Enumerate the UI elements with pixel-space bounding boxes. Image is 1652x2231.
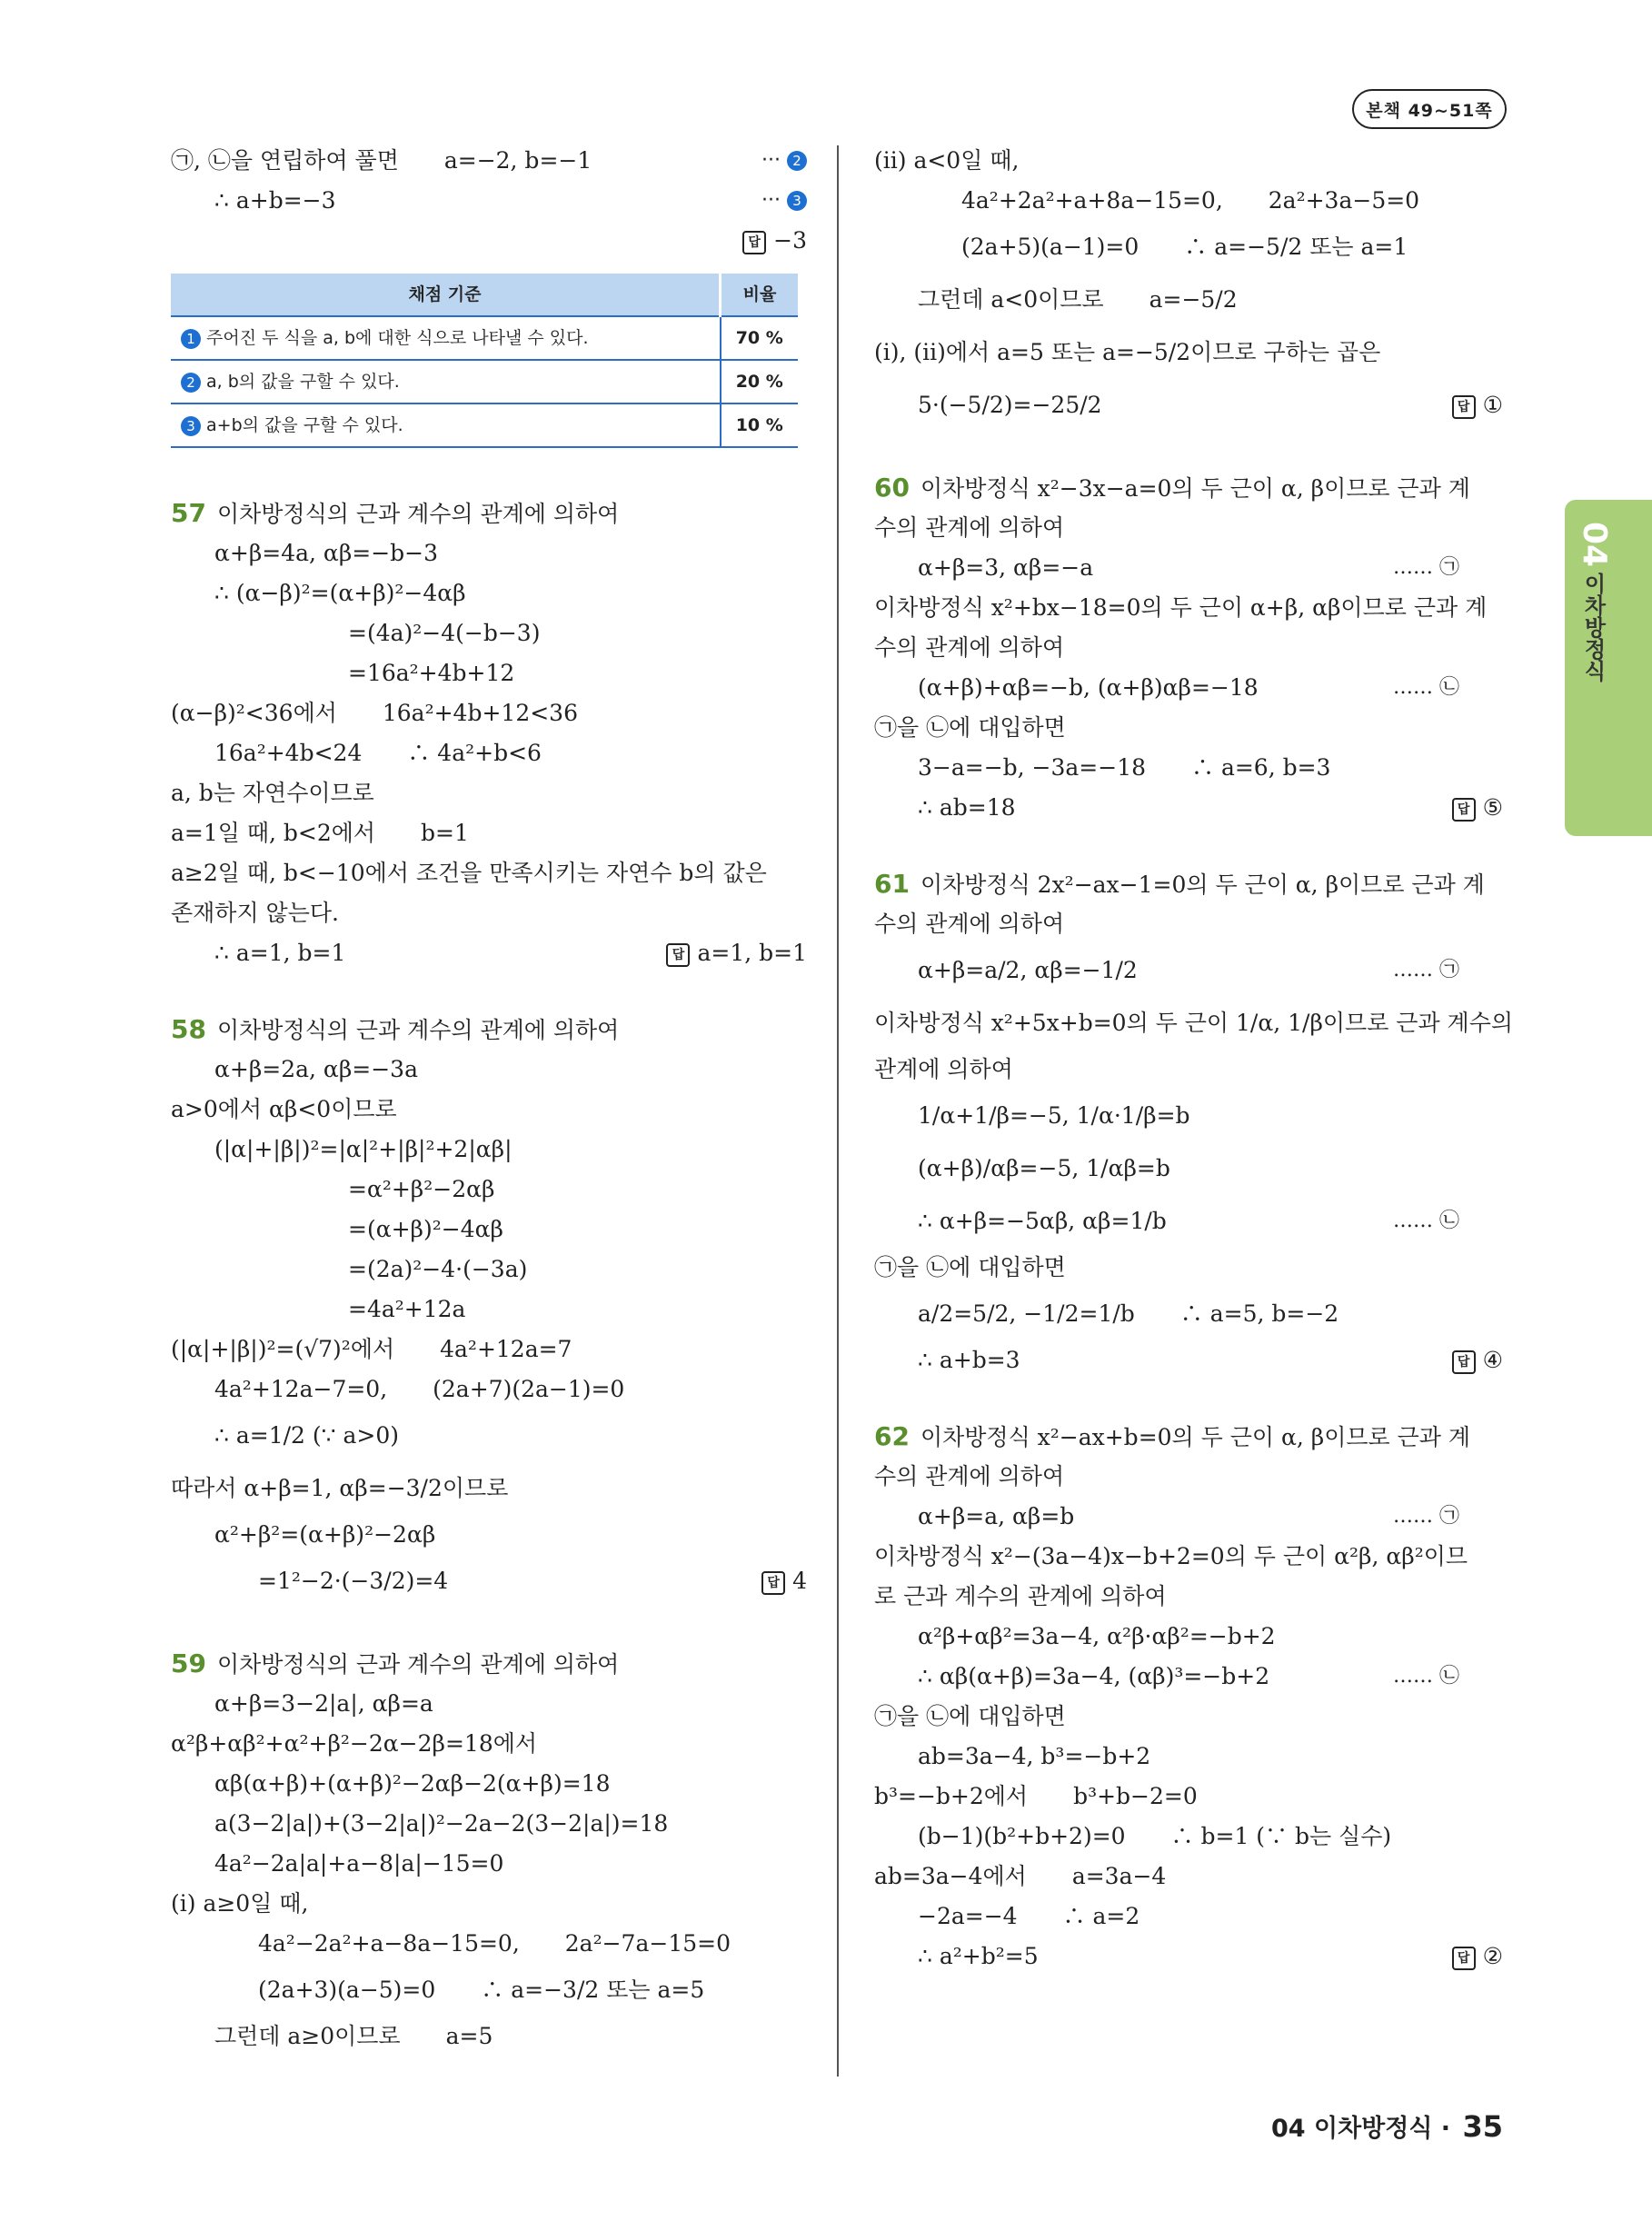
grading-table — [171, 274, 798, 448]
chapter-title: 이차방정식 — [1580, 573, 1606, 682]
solution-line: 1/α+1/β=−5, 1/α·1/β=b — [918, 1102, 1190, 1129]
solution-line: a>0에서 αβ<0이므로 — [171, 1096, 397, 1122]
solution-line: ∴ a=1/2 (∵ a>0) — [214, 1422, 400, 1449]
solution-line: ∴ αβ(α+β)=3a−4, (αβ)³=−b+2 …… ㉡ — [918, 1663, 1459, 1689]
solution-line: ∴ ab=18 답 ⑤ — [918, 794, 1503, 821]
solution-line: 이차방정식 x²+bx−18=0의 두 근이 α+β, αβ이므로 근과 계 — [874, 594, 1488, 621]
answer-icon: 답 — [742, 231, 766, 254]
footer-chapter: 04 이차방정식 · — [1271, 2115, 1451, 2143]
answer-line: 답 −3 — [171, 221, 807, 261]
problem-57-heading: 57 이차방정식의 근과 계수의 관계에 의하여 — [171, 498, 620, 528]
solution-line: ab=3a−4에서 a=3a−4 — [874, 1863, 1167, 1889]
solution-line: 5·(−5/2)=−25/2 답 ① — [918, 392, 1503, 418]
solution-line: 4a²−2a²+a−8a−15=0, 2a²−7a−15=0 — [258, 1930, 731, 1957]
answer-icon: 답 — [1452, 1350, 1476, 1374]
solution-line: =(4a)²−4(−b−3) — [348, 620, 541, 646]
solution-line: =16a²+4b+12 — [348, 660, 515, 686]
problem-61-heading: 61 이차방정식 2x²−ax−1=0의 두 근이 α, β이므로 근과 계 — [874, 869, 1485, 899]
solution-line: α+β=3−2|a|, αβ=a — [214, 1690, 433, 1717]
solution-line: =α²+β²−2αβ — [348, 1176, 495, 1202]
solution-line: α+β=4a, αβ=−b−3 — [214, 540, 439, 566]
solution-line: 4a²+12a−7=0, (2a+7)(2a−1)=0 — [214, 1376, 625, 1402]
solution-line: (|α|+|β|)²=(√7)²에서 4a²+12a=7 — [171, 1336, 572, 1362]
problem-62-heading: 62 이차방정식 x²−ax+b=0의 두 근이 α, β이므로 근과 계 — [874, 1421, 1471, 1451]
solution-line: =1²−2·(−3/2)=4 답 4 — [258, 1568, 807, 1594]
solution-line: −2a=−4 ∴ a=2 — [918, 1903, 1140, 1929]
number-badge-icon: 2 — [181, 373, 201, 393]
left-column — [171, 141, 807, 2057]
solution-line: (2a+3)(a−5)=0 ∴ a=−3/2 또는 a=5 — [258, 1977, 705, 2003]
solution-line: (i) a≥0일 때, — [171, 1890, 309, 1917]
solution-line: ∴ (α−β)²=(α+β)²−4αβ — [214, 580, 466, 606]
solution-line: ∴ a²+b²=5 답 ② — [918, 1943, 1503, 1969]
solution-line: ∴ a+b=3 답 ④ — [918, 1347, 1503, 1373]
grading-row: 2 a, b의 값을 구할 수 있다. 20 % — [171, 360, 798, 403]
solution-line: 수의 관계에 의하여 — [874, 634, 1065, 661]
solution-line: a=1일 때, b<2에서 b=1 — [171, 820, 469, 846]
solution-line: α²β+αβ²+α²+β²−2α−2β=18에서 — [171, 1730, 538, 1757]
solution-line: (|α|+|β|)²=|α|²+|β|²+2|αβ| — [214, 1136, 513, 1162]
solution-line: 4a²−2a|a|+a−8|a|−15=0 — [214, 1850, 504, 1877]
solution-line: (α+β)/αβ=−5, 1/αβ=b — [918, 1155, 1170, 1181]
answer-icon: 답 — [1452, 1947, 1476, 1970]
answer-icon: 답 — [1452, 798, 1476, 822]
solution-line: (b−1)(b²+b+2)=0 ∴ b=1 (∵ b는 실수) — [918, 1823, 1392, 1849]
solution-line: (α+β)+αβ=−b, (α+β)αβ=−18 …… ㉡ — [918, 674, 1459, 701]
right-column — [874, 141, 1513, 1977]
problem-60-heading: 60 이차방정식 x²−3x−a=0의 두 근이 α, β이므로 근과 계 — [874, 473, 1470, 503]
solution-line: α+β=a/2, αβ=−1/2 …… ㉠ — [918, 957, 1459, 983]
solution-line: 존재하지 않는다. — [171, 900, 339, 926]
solution-line: ∴ a=1, b=1 답 a=1, b=1 — [214, 940, 807, 966]
problem-58-heading: 58 이차방정식의 근과 계수의 관계에 의하여 — [171, 1014, 620, 1044]
step-marker: ··· 2 — [761, 141, 807, 181]
solution-line: α+β=3, αβ=−a …… ㉠ — [918, 554, 1459, 581]
solution-line: α²β+αβ²=3a−4, α²β·αβ²=−b+2 — [918, 1623, 1276, 1649]
page-reference-badge: 본책 49~51쪽 — [1352, 89, 1507, 129]
solution-line: α²+β²=(α+β)²−2αβ — [214, 1521, 436, 1548]
solution-line: ㉠을 ㉡에 대입하면 — [874, 1703, 1066, 1729]
grading-header-rate: 비율 — [721, 274, 799, 316]
page-footer — [1271, 2108, 1503, 2144]
column-divider — [837, 145, 839, 2077]
solution-line: 그런데 a<0이므로 a=−5/2 — [918, 286, 1238, 313]
solution-line: 이차방정식 x²−(3a−4)x−b+2=0의 두 근이 α²β, αβ²이므 — [874, 1543, 1468, 1569]
solution-line: α+β=2a, αβ=−3a — [214, 1056, 418, 1082]
solution-line: a≥2일 때, b<−10에서 조건을 만족시키는 자연수 b의 값은 — [171, 860, 767, 886]
grading-row: 3 a+b의 값을 구할 수 있다. 10 % — [171, 403, 798, 447]
solution-line: αβ(α+β)+(α+β)²−2αβ−2(α+β)=18 — [214, 1770, 611, 1797]
solution-line: 이차방정식 x²+5x+b=0의 두 근이 1/α, 1/β이므로 근과 계수의 — [874, 1010, 1513, 1036]
solution-line: ㉠을 ㉡에 대입하면 — [874, 714, 1066, 741]
solution-line: 따라서 α+β=1, αβ=−3/2이므로 — [171, 1475, 509, 1501]
solution-line: a(3−2|a|)+(3−2|a|)²−2a−2(3−2|a|)=18 — [214, 1810, 669, 1837]
chapter-tab[interactable] — [1565, 500, 1652, 836]
solution-line: 그런데 a≥0이므로 a=5 — [214, 2023, 493, 2049]
solution-line: ㉠을 ㉡에 대입하면 — [874, 1254, 1066, 1280]
solution-line: 수의 관계에 의하여 — [874, 1463, 1065, 1489]
solution-line: ㉠, ㉡을 연립하여 풀면 a=−2, b=−1 ··· 2 — [171, 141, 807, 181]
solution-line: ab=3a−4, b³=−b+2 — [918, 1743, 1151, 1769]
solution-line: a, b는 자연수이므로 — [171, 780, 374, 806]
answer-icon: 답 — [666, 943, 690, 967]
solution-line: =(α+β)²−4αβ — [348, 1216, 503, 1242]
grading-row: 1 주어진 두 식을 a, b에 대한 식으로 나타낼 수 있다. 70 % — [171, 316, 798, 360]
solution-line: ∴ a+b=−3 ··· 3 — [171, 181, 807, 221]
solution-line: ∴ α+β=−5αβ, αβ=1/b …… ㉡ — [918, 1208, 1459, 1234]
answer-icon: 답 — [761, 1571, 785, 1595]
solution-line: α+β=a, αβ=b …… ㉠ — [918, 1503, 1459, 1529]
solution-line: 4a²+2a²+a+8a−15=0, 2a²+3a−5=0 — [961, 187, 1420, 214]
solution-line: (α−β)²<36에서 16a²+4b+12<36 — [171, 700, 578, 726]
solution-line: b³=−b+2에서 b³+b−2=0 — [874, 1783, 1198, 1809]
grading-header-criteria: 채점 기준 — [171, 274, 721, 316]
solution-line: (i), (ii)에서 a=5 또는 a=−5/2이므로 구하는 곱은 — [874, 339, 1381, 365]
chapter-number: 04 — [1576, 522, 1613, 568]
solution-line: =(2a)²−4·(−3a) — [348, 1256, 528, 1282]
solution-line: (2a+5)(a−1)=0 ∴ a=−5/2 또는 a=1 — [961, 234, 1408, 260]
solution-line: 수의 관계에 의하여 — [874, 514, 1065, 541]
page-number: 35 — [1462, 2109, 1503, 2144]
step-marker: ··· 3 — [761, 181, 807, 221]
number-badge-icon: 3 — [181, 416, 201, 436]
solution-line: 16a²+4b<24 ∴ 4a²+b<6 — [214, 740, 542, 766]
solution-line: a/2=5/2, −1/2=1/b ∴ a=5, b=−2 — [918, 1300, 1339, 1327]
problem-59-heading: 59 이차방정식의 근과 계수의 관계에 의하여 — [171, 1648, 620, 1678]
solution-line: 관계에 의하여 — [874, 1056, 1013, 1082]
solution-line: 3−a=−b, −3a=−18 ∴ a=6, b=3 — [918, 754, 1331, 781]
number-badge-icon: 1 — [181, 329, 201, 349]
answer-icon: 답 — [1452, 395, 1476, 419]
solution-line: =4a²+12a — [348, 1296, 466, 1322]
solution-line: (ii) a<0일 때, — [874, 147, 1020, 174]
solution-line: 로 근과 계수의 관계에 의하여 — [874, 1583, 1167, 1609]
solution-line: 수의 관계에 의하여 — [874, 911, 1065, 937]
